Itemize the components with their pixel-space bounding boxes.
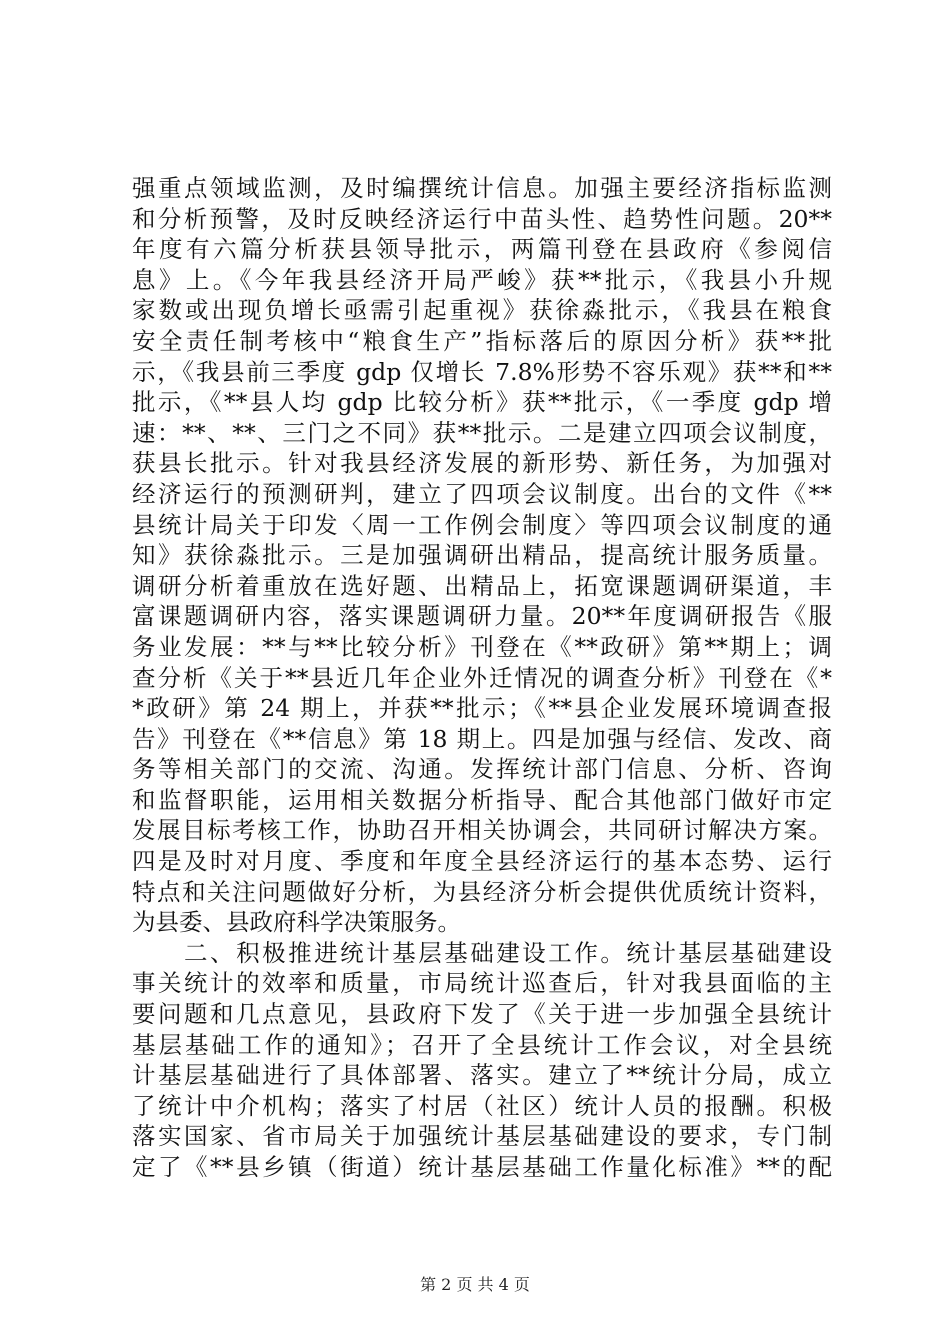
text-line: 查分析《关于**县近几年企业外迁情况的调查分析》刊登在《* xyxy=(132,663,832,692)
text-line: 事关统计的效率和质量，市局统计巡查后，针对我县面临的主 xyxy=(132,969,832,998)
text-line: 特点和关注问题做好分析，为县经济分析会提供优质统计资料， xyxy=(132,877,832,906)
text-line: 要问题和几点意见，县政府下发了《关于进一步加强全县统计 xyxy=(132,1000,832,1029)
text-line: 速：**、**、三门之不同》获**批示。二是建立四项会议制度， xyxy=(132,418,832,447)
text-line: 经济运行的预测研判，建立了四项会议制度。出台的文件《** xyxy=(132,479,832,508)
text-line: 了统计中介机构；落实了村居（社区）统计人员的报酬。积极 xyxy=(132,1091,832,1120)
text-line: 和分析预警，及时反映经济运行中苗头性、趋势性问题。20** xyxy=(132,204,832,233)
text-line: 计基层基础进行了具体部署、落实。建立了**统计分局，成立 xyxy=(132,1061,832,1090)
body-text xyxy=(132,173,832,1183)
text-line: 调研分析着重放在选好题、出精品上，拓宽课题调研渠道，丰 xyxy=(132,571,832,600)
text-line: 示，《我县前三季度 gdp 仅增长 7.8%形势不容乐观》获**和** xyxy=(132,357,832,386)
text-line: 息》上。《今年我县经济开局严峻》获**批示，《我县小升规 xyxy=(132,265,832,294)
text-line: 获县长批示。针对我县经济发展的新形势、新任务，为加强对 xyxy=(132,449,832,478)
text-line: 批示，《**县人均 gdp 比较分析》获**批示，《一季度 gdp 增 xyxy=(132,388,832,417)
text-line: 务业发展：**与**比较分析》刊登在《**政研》第**期上；调 xyxy=(132,632,832,661)
text-line: 四是及时对月度、季度和年度全县经济运行的基本态势、运行 xyxy=(132,847,832,876)
text-line: 基层基础工作的通知》；召开了全县统计工作会议，对全县统 xyxy=(132,1030,832,1059)
section-heading-line: 二、积极推进统计基层基础建设工作。统计基层基础建设 xyxy=(132,938,832,967)
text-line: 强重点领域监测，及时编撰统计信息。加强主要经济指标监测 xyxy=(132,174,832,202)
text-line: 定了《**县乡镇（街道）统计基层基础工作量化标准》**的配 xyxy=(132,1153,832,1181)
text-line: 家数或出现负增长亟需引起重视》获徐淼批示，《我县在粮食 xyxy=(132,296,832,325)
text-line: 告》刊登在《**信息》第 18 期上。四是加强与经信、发改、商 xyxy=(132,724,832,753)
text-line: 和监督职能，运用相关数据分析指导、配合其他部门做好市定 xyxy=(132,785,832,814)
text-line: 落实国家、省市局关于加强统计基层基础建设的要求，专门制 xyxy=(132,1122,832,1151)
text-line: 富课题调研内容，落实课题调研力量。20**年度调研报告《服 xyxy=(132,602,832,631)
text-line: 为县委、县政府科学决策服务。 xyxy=(132,908,461,937)
text-line: 安全责任制考核中“粮食生产”指标落后的原因分析》获**批 xyxy=(132,326,832,355)
text-line: 知》获徐淼批示。三是加强调研出精品，提高统计服务质量。 xyxy=(132,541,832,570)
text-line: 发展目标考核工作，协助召开相关协调会，共同研讨解决方案。 xyxy=(132,816,832,845)
text-line: *政研》第 24 期上，并获**批示；《**县企业发展环境调查报 xyxy=(132,694,832,723)
text-line: 年度有六篇分析获县领导批示，两篇刊登在县政府《参阅信 xyxy=(132,235,832,264)
text-line: 县统计局关于印发〈周一工作例会制度〉等四项会议制度的通 xyxy=(132,510,832,539)
text-line: 务等相关部门的交流、沟通。发挥统计部门信息、分析、咨询 xyxy=(132,755,832,784)
page-number-footer: 第 2 页 共 4 页 xyxy=(420,1275,530,1294)
